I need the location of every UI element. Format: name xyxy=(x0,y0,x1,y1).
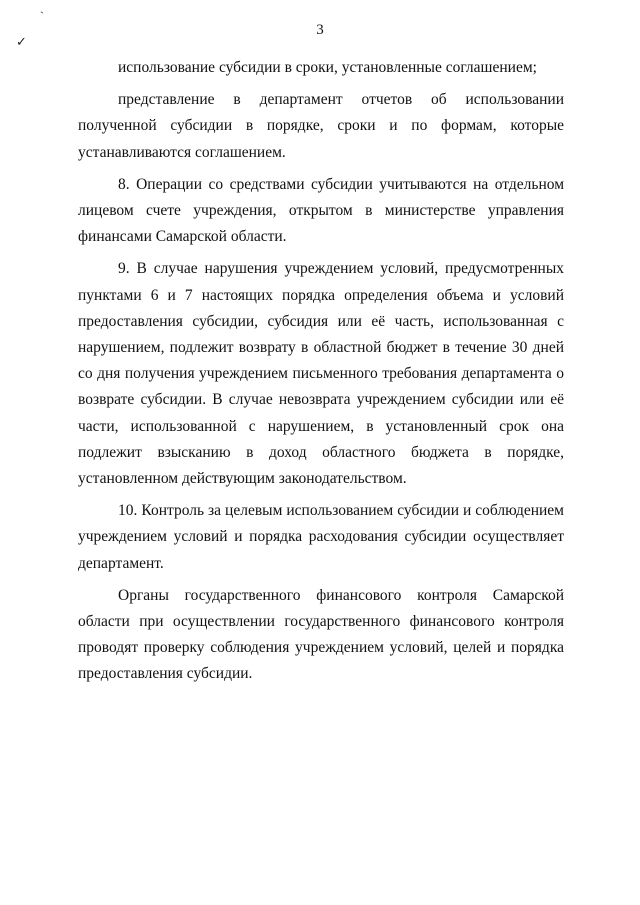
scan-mark-icon: ✓ xyxy=(16,34,27,49)
paragraph: использование субсидии в сроки, установленные соглашением; xyxy=(118,59,537,76)
paragraph: 8. Операции со средствами субсидии учитываются на отдельном лицевом счете учреждения, открытом в министерстве управления финансами Самарской области. xyxy=(78,175,564,246)
paragraph: 10. Контроль за целевым использованием субсидии и соблюдением учреждением условий и порядка расходования субсидии осуществляет департамент. xyxy=(78,502,564,572)
paragraph: 9. В случае нарушения учреждением условий, предусмотренных пунктами 6 и 7 настоящих порядка определения объема и условий предоставления субсидии, субсидия или её часть, использованная с нарушением, подлежит возврату в областной бюджет в течение 30 дней со дня получения учреждением письменного требования департамента о возврате субсидии. В случае невозврата учреждением субсидии или её части, использованной с нарушением, в установленный срок она подлежит взысканию в доход областного бюджета в порядке, установленном действующим законодательством. xyxy=(78,260,564,488)
paragraph: Органы государственного финансового контроля Самарской области при осуществлении государственного финансового контроля проводят проверку соблюдения учреждением условий, целей и порядка предоставления субсидии. xyxy=(78,586,564,683)
document-body xyxy=(78,55,564,694)
paragraph: представление в департамент отчетов об использовании полученной субсидии в порядке, сроки и по формам, которые устанавливаются соглашением. xyxy=(78,91,564,161)
page-number: 3 xyxy=(316,22,324,38)
scan-mark-icon: ` xyxy=(40,9,44,23)
